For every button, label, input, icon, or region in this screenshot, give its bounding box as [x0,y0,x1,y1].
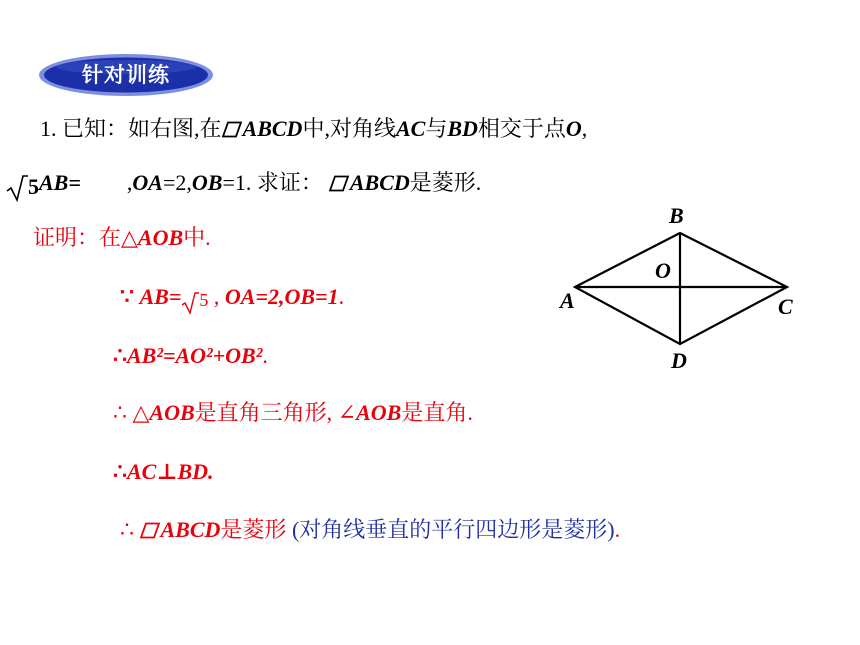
parallelogram-icon [140,522,160,539]
label-o: O [655,258,671,283]
math-var: ABCD [242,116,303,141]
math-var: AC [395,116,426,141]
section-badge [38,53,214,97]
proof-line-3 [113,341,268,371]
math-var: OB [191,170,223,195]
proof-text: ∴ △ [113,400,150,425]
proof-line-2 [120,282,344,315]
label-a: A [560,288,575,313]
math-var: O [565,116,582,141]
problem-text: , [581,116,588,141]
math-expr: AB= [139,284,182,309]
proof-line-5 [113,457,214,487]
reason-text: (对角线垂直的平行四边形是菱形) [286,517,615,542]
proof-text: . [614,517,621,542]
therefore-symbol: ∴ [113,459,127,484]
problem-text: 相交于点 [477,116,566,141]
proof-text: 中. [183,225,211,250]
proof-text: . [262,343,268,368]
problem-text: =2, [162,170,192,195]
parallelogram-icon [222,121,242,138]
proof-text: 是直角. [401,400,473,425]
sqrt-value: 5 [28,174,39,199]
proof-line-4 [113,398,473,428]
label-b: B [669,203,684,228]
math-expr: AB²=AO²+OB² [127,343,263,368]
prove-label: 求证： [256,170,323,195]
proof-line-6 [120,515,620,545]
math-var: OA [132,170,163,195]
problem-line-1 [40,114,587,144]
badge-title: 针对训练 [82,63,170,87]
problem-text: 是菱形. [409,170,482,195]
because-symbol: ∵ [120,284,140,309]
rhombus-figure [555,198,805,378]
problem-line-2 [6,168,481,202]
problem-text: =1. [222,170,252,195]
therefore-symbol: ∴ [120,517,140,542]
math-var: AOB [137,225,184,250]
therefore-symbol: ∴ [113,343,127,368]
math-var: AOB [356,400,402,425]
sqrt-icon [181,284,208,315]
label-d: D [671,348,687,373]
problem-text: , [126,170,133,195]
math-expr: OA=2,OB=1 [224,284,339,309]
proof-text: 是直角三角形, ∠ [194,400,357,425]
problem-text: 与 [425,116,448,141]
problem-text: 中,对角线 [302,116,396,141]
problem-text: 已知：如右图,在 [62,116,222,141]
rhombus-diagram [555,198,805,378]
math-var: ABCD [349,170,410,195]
math-expr: AC⊥BD. [127,459,214,484]
proof-text: , [208,284,225,309]
math-var: AOB [149,400,195,425]
math-var: BD [447,116,478,141]
proof-line-1 [33,223,211,253]
sqrt-value: 5 [199,290,209,310]
label-c: C [778,294,793,319]
proof-text: . [338,284,345,309]
proof-text: 是菱形 [220,517,287,542]
sqrt-icon [6,172,39,202]
parallelogram-icon [329,175,349,192]
problem-number: 1. [40,116,57,141]
radical-sign-icon [6,174,28,202]
radical-sign-icon [181,291,199,315]
math-var: ABCD [160,517,221,542]
proof-text: 证明：在△ [33,225,138,250]
math-expr: AB= [39,170,81,195]
